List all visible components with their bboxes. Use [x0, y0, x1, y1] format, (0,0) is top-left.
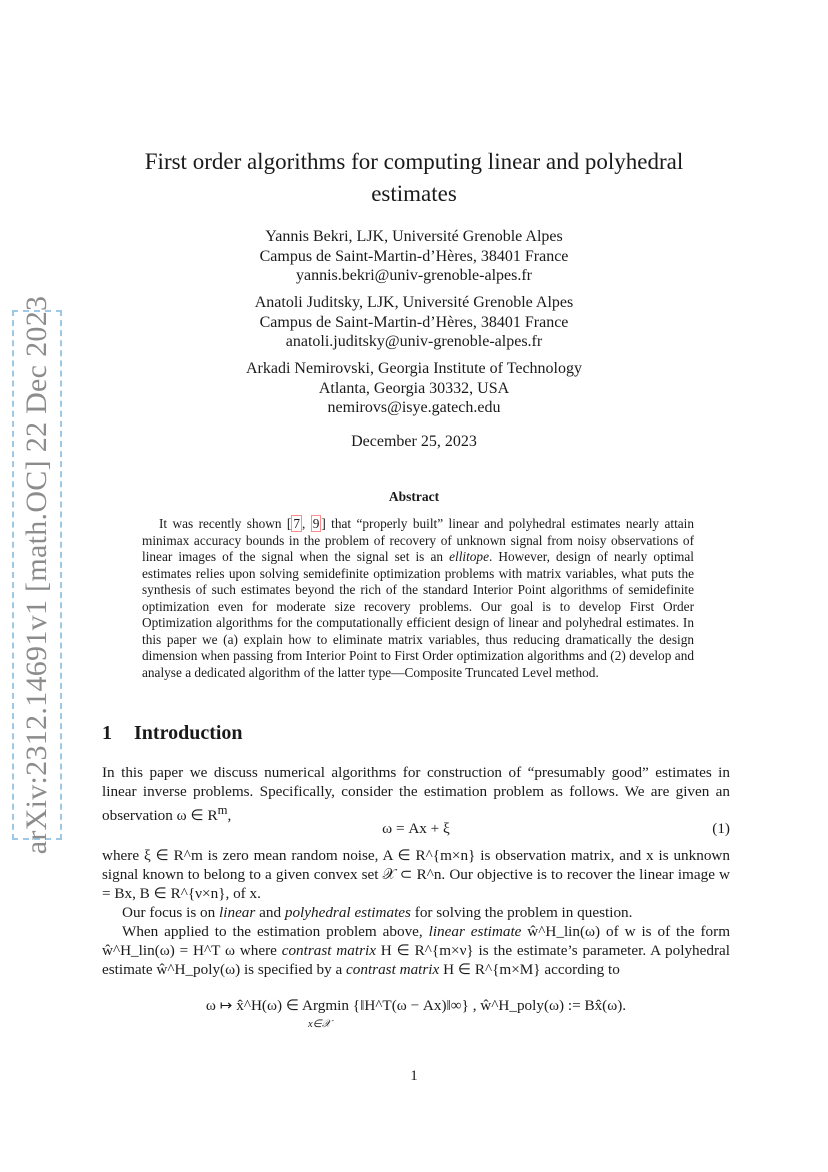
citation-link[interactable]: 7 [293, 516, 300, 531]
author-block-3 [140, 359, 688, 418]
equation-number: (1) [712, 820, 730, 837]
paragraph-text: Our focus is on [122, 904, 220, 921]
abstract-text: . However, design of nearly optimal estimates relies upon solving semidefinite optimization problems with matrix variables, what puts the synthesis of such estimates beyond the rich of the standard Interior Point algorithms of semidefinite optimization even for moderate size recovery problems. Our goal is to develop First Order Optimization algorithms for the computationally efficient design of linear and polyhedral estimates. In this paper we (a) explain how to eliminate matrix variables, thus reducing dramatically the design dimension when passing from Interior Point to First Order optimization algorithms and (2) develop and analyse a dedicated algorithm of the latter type—Composite Truncated Level method. [142, 549, 694, 680]
emphasis: polyhedral estimates [284, 904, 411, 921]
emphasis: contrast matrix [281, 942, 376, 959]
section-title: Introduction [134, 722, 243, 744]
page-number: 1 [410, 1068, 418, 1084]
author-address: Campus de Saint-Martin-d’Hères, 38401 France [259, 247, 569, 265]
title-line-2: estimates [371, 181, 457, 206]
author-name: Yannis Bekri, LJK, Université Grenoble Alpes [265, 228, 563, 245]
paragraph-text: ŵ^H_lin(ω) of w is of the form ŵ^H_lin(ω) = H^T ω where [102, 923, 731, 959]
paragraph-text: H ∈ R^{m×M} according to [439, 961, 620, 978]
author-email: anatoli.juditsky@univ-grenoble-alpes.fr [285, 333, 543, 350]
abstract-body: It was recently shown [ 7 , 9 ] that “properly built” linear and polyhedral estimates nearly attain minimax accuracy bounds in the problem of recovery of unknown signal from noisy observations of linear images of the signal when the signal set is an ellitope. However, design of nearly optimal estimates relies upon solving semidefinite optimization problems with matrix variables, what puts the synthesis of such estimates beyond the rich of the standard Interior Point algorithms of semidefinite optimization even for moderate size recovery problems. Our goal is to develop First Order Optimization algorithms for the computationally efficient design of linear and polyhedral estimates. In this paper we (a) explain how to eliminate matrix variables, thus reducing dramatically the design dimension when passing from Interior Point to First Order optimization algorithms and (2) develop and analyse a dedicated algorithm of the latter type—Composite Truncated Level method. [142, 516, 695, 680]
emphasis: linear [219, 904, 256, 921]
paragraph-text: In this paper we discuss numerical algorithms for construction of “presumably good” estimates in linear inverse problems. Specifically, consider the estimation problem as follows. We are given an observation ω ∈ R [102, 764, 730, 825]
equation-subscript: x∈𝒳 [308, 1019, 331, 1030]
paragraph-text: , [227, 807, 232, 825]
emphasis: linear estimate [428, 923, 522, 940]
arxiv-identifier[interactable]: arXiv:2312.14691v1 [math.OC] 22 Dec 2023 [20, 295, 53, 855]
author-block-2 [140, 293, 688, 352]
equation-body: ω = Ax + ξ [382, 820, 450, 837]
abstract-heading: Abstract [388, 489, 440, 504]
section-heading [102, 722, 243, 745]
equation-1 [102, 820, 730, 840]
section-number: 1 [102, 722, 112, 744]
paragraph-text: and [255, 904, 285, 921]
citation-separator: , [301, 516, 311, 531]
title-line-1: First order algorithms for computing linear and polyhedral [144, 149, 684, 174]
arxiv-stamp[interactable] [12, 295, 62, 855]
equation-2: ω ↦ x̂^H(ω) ∈ Argmin {‖H^T(ω − Ax)‖∞} , ŵ^H_poly(ω) := Bx̂(ω). [205, 997, 627, 1014]
author-name: Anatoli Juditsky, LJK, Université Grenoble Alpes [254, 294, 574, 311]
paragraph-text: for solving the problem in question. [410, 904, 633, 921]
intro-paragraph-2: where ξ ∈ R^m is zero mean random noise, A ∈ R^{m×n} is observation matrix, and x is unknown signal known to belong to a given convex set 𝒳 ⊂ R^n. Our objective is to recover the linear image w = Bx, B ∈ R^{ν×n}, of x. [102, 847, 730, 902]
superscript: m [217, 803, 228, 817]
emphasis: contrast matrix [346, 961, 440, 978]
intro-paragraph-1 [102, 763, 730, 825]
abstract-text: that “properly built” linear and polyhedral estimates nearly attain minimax accuracy bounds in the problem of recovery of unknown signal from noisy observations of linear images of the signal when the signal set is an [142, 516, 695, 564]
intro-paragraph-3 [102, 903, 730, 922]
author-name: Arkadi Nemirovski, Georgia Institute of Technology [246, 360, 582, 377]
citation-link[interactable]: 9 [312, 516, 320, 531]
author-block-1 [140, 227, 688, 286]
abstract-text: It was recently shown [159, 516, 287, 531]
author-email: nemirovs@isye.gatech.edu [327, 399, 501, 416]
abstract-emphasis: ellitope [449, 549, 489, 564]
paper-title [100, 146, 728, 210]
paragraph-text: When applied to the estimation problem above, [122, 923, 429, 940]
paragraph-text: H ∈ R^{m×ν} is the estimate’s parameter. A polyhedral estimate ŵ^H_poly(ω) is specified by a [102, 942, 731, 978]
paper-date: December 25, 2023 [351, 433, 477, 450]
author-email: yannis.bekri@univ-grenoble-alpes.fr [296, 267, 532, 284]
author-address: Campus de Saint-Martin-d’Hères, 38401 France [259, 313, 569, 331]
author-address: Atlanta, Georgia 30332, USA [318, 379, 510, 397]
intro-paragraph-4 [102, 922, 730, 979]
